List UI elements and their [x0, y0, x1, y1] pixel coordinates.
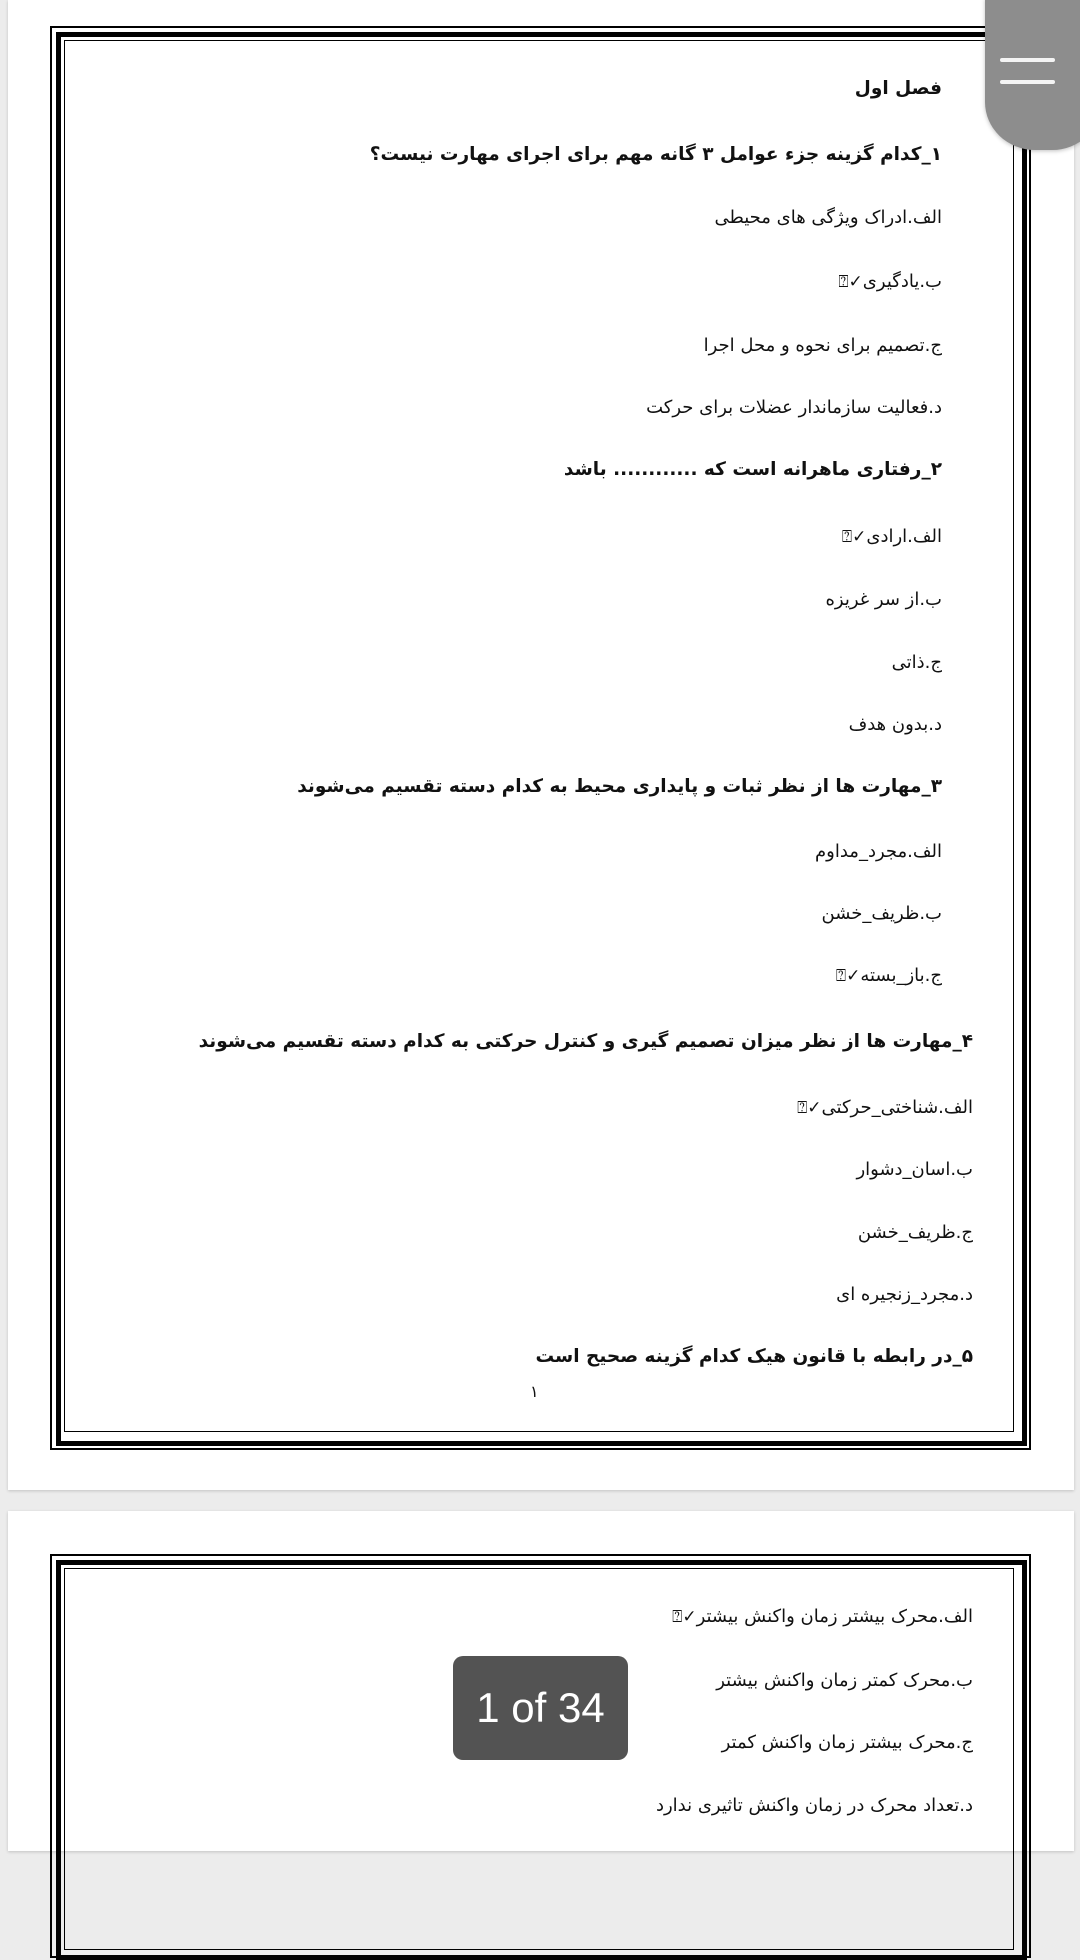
page-indicator: 1 of 34: [453, 1656, 628, 1760]
q4-option-c: ج.ظریف_خشن: [857, 1222, 973, 1243]
q3-option-a: الف.مجرد_مداوم: [815, 841, 942, 862]
q2-option-c: ج.ذاتی: [891, 652, 942, 673]
q1-option-d: د.فعالیت سازماندار عضلات برای حرکت: [646, 397, 942, 418]
chapter-title: فصل اول: [854, 78, 942, 99]
checkmark-icon: ✓⍰: [835, 966, 861, 986]
option-text: الف.شناختی_حرکتی: [821, 1097, 973, 1118]
hamburger-menu-icon-bar: [1000, 80, 1055, 84]
question-5: ۵_در رابطه با قانون هیک کدام گزینه صحیح است: [535, 1346, 973, 1367]
q5-option-a: [672, 1605, 973, 1629]
hamburger-menu-icon: [1000, 58, 1055, 62]
q3-option-b: ب.ظریف_خشن: [821, 903, 942, 924]
menu-button[interactable]: [985, 0, 1080, 150]
q2-option-b: ب.از سر غریزه: [825, 589, 942, 610]
checkmark-icon: ✓⍰: [672, 1607, 697, 1627]
checkmark-icon: ✓⍰: [841, 527, 867, 547]
q3-option-c: [836, 964, 942, 988]
option-text: ج.باز_بسته: [860, 965, 942, 986]
q5-option-b: ب.محرک کمتر زمان واکنش بیشتر: [716, 1670, 973, 1691]
option-text: الف.ارادی: [866, 526, 942, 547]
question-1: ۱_کدام گزینه جزء عوامل ۳ گانه مهم برای اجرای مهارت نیست؟: [369, 144, 942, 165]
q4-option-a: [797, 1096, 973, 1120]
question-2: ۲_رفتاری ماهرانه است که ............ باشد: [563, 459, 942, 480]
checkmark-icon: ✓⍰: [797, 1098, 822, 1118]
q4-option-b: ب.اسان_دشوار: [856, 1159, 973, 1180]
q5-option-d: د.تعداد محرک در زمان واکنش تاثیری ندارد: [655, 1795, 973, 1816]
q4-option-d: د.مجرد_زنجیره ای: [836, 1284, 973, 1305]
q2-option-a: [842, 525, 942, 549]
option-text: ب.یادگیری: [862, 271, 942, 292]
q2-option-d: د.بدون هدف: [848, 714, 942, 735]
question-3: ۳_مهارت ها از نظر ثبات و پایداری محیط به کدام دسته تقسیم می‌شوند: [297, 776, 942, 797]
q1-option-b: [838, 270, 942, 294]
q5-option-c: ج.محرک بیشتر زمان واکنش کمتر: [721, 1732, 973, 1753]
page-number: ۱: [530, 1382, 539, 1401]
q1-option-c: ج.تصمیم برای نحوه و محل اجرا: [703, 335, 942, 356]
q1-option-a: الف.ادراک ویژگی های محیطی: [714, 207, 942, 228]
checkmark-icon: ✓⍰: [838, 272, 863, 292]
option-text: الف.محرک بیشتر زمان واکنش بیشتر: [696, 1606, 973, 1627]
question-4: ۴_مهارت ها از نظر میزان تصمیم گیری و کنترل حرکتی به کدام دسته تقسیم می‌شوند: [198, 1031, 973, 1052]
